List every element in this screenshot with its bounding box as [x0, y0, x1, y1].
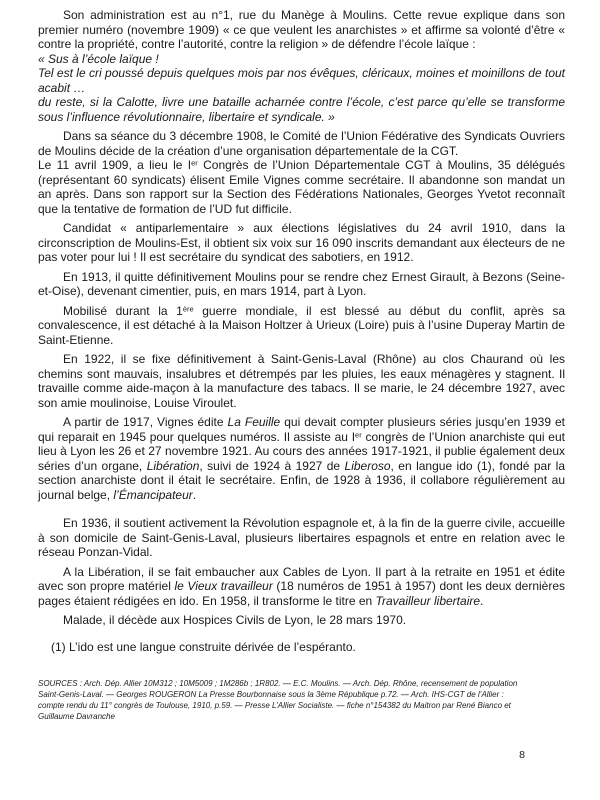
para-depart-1913: En 1913, il quitte définitivement Moulins pour se rendre chez Ernest Girault, à Bezons (Seine-et-Oise), devenant cimentier, puis, en mars 1914, part à Lyon.	[38, 269, 565, 298]
para-deces-1970: Malade, il décède aux Hospices Civils de Lyon, le 28 mars 1970.	[63, 613, 407, 627]
para-union-federative-1908: Dans sa séance du 3 décembre 1908, le Comité de l’Union Fédérative des Syndicats Ouvriers de Moulins décide de la création d’une organisation départementale de la CGT.	[38, 129, 565, 158]
para-revue-administration: Son administration est au n°1, rue du Manège à Moulins. Cette revue explique dans son premier numéro (novembre 1909) « ce que veulent les anarchistes » et affirme sa volonté d’être « contre la propriété, contre l’autorité, contre la religion » de défendre l’école laïque :	[38, 8, 565, 51]
para-candidat-1910: Candidat « antiparlementaire » aux élections législatives du 24 avril 1910, dans la circonscription de Moulins-Est, il obtient six voix sur 16 090 inscrits demandant aux électeurs de ne pas voter pour lui ! Il est secrétaire du syndicat des sabotiers, en 1912.	[38, 221, 565, 264]
para-mobilise-guerre: Mobilisé durant la 1ère guerre mondiale, il est blessé au début du conflit, après sa convalescence, il est détaché à la Maison Holtzer à Urieux (Loire) puis à l’usine Duperay Martin de Saint-Etienne.	[38, 303, 565, 347]
sources-note: SOURCES : Arch. Dép. Allier 10M312 ; 10M5009 ; 1M286b ; 1R802. — E.C. Moulins. — Arch. Dép. Rhône, recensement de population Saint-Genis-Laval. — Georges ROUGERON La Presse Bourbonnaise sous la 3ème République p.72. — Arch. IHS-CGT de l’Allier : compte rendu du 11° congrès de Toulouse, 1910, p.59. — Presse L’Allier Socialiste. — fiche n°154382 du Maitron par René Bianco et Guillaume Davranche	[38, 679, 518, 721]
quote-line-1: « Sus à l’école laïque !	[38, 51, 159, 66]
quote-line-3: du reste, si la Calotte, livre une bataille acharnée contre l’école, c’est parce qu’elle se transforme sous l’influence révolutionnaire, libertaire et syndicale. »	[38, 95, 565, 124]
para-la-feuille-1917: A partir de 1917, Vignes édite La Feuille qui devait compter plusieurs séries jusqu’en 1939 et qui reparait en 1945 pour quelques numéros. Il assiste au Ier congrès de l’Union anarchiste qui eut lieu à Lyon les 26 et 27 novembre 1921. Au cours des années 1917-1921, il publie également deux séries d’un organe, Libération, suivi de 1924 à 1927 de Liberoso, en langue ido (1), fondé par la section anarchiste dont il était le secrétaire. Enfin, de 1928 à 1936, il collabore régulièrement au journal belge, l’Émancipateur.	[38, 415, 566, 502]
para-revolution-espagnole-1936: En 1936, il soutient activement la Révolution espagnole et, à la fin de la guerre civile, accueille à son domicile de Saint-Genis-Laval, plusieurs libertaires espagnols et entre en relation avec le réseau Ponzan-Vidal.	[38, 516, 565, 559]
para-saint-genis-1922: En 1922, il se fixe définitivement à Saint-Genis-Laval (Rhône) au clos Chaurand où les chemins sont mauvais, insalubres et détrempés par les pluies, les eaux ménagères y stagnent. Il travaille comme aide-maçon à la manufacture des tabacs. Il se marie, le 24 décembre 1927, avec son amie moulinoise, Louise Viroulet.	[38, 352, 565, 410]
footnote-ido: (1) L’ido est une langue construite dérivée de l’espéranto.	[51, 639, 356, 654]
para-liberation-retraite: A la Libération, il se fait embaucher aux Cables de Lyon. Il part à la retraite en 1951 et édite avec son propre matériel le Vieux travailleur (18 numéros de 1951 à 1957) dont les deux dernières pages étaient rédigées en ido. En 1958, il transforme le titre en Travailleur libertaire.	[38, 564, 565, 608]
page-number: 8	[519, 749, 525, 761]
quote-line-2: Tel est le cri poussé depuis quelques mois par nos évêques, cléricaux, moines et moinillons de tout acabit …	[38, 66, 565, 95]
para-congres-1909: Le 11 avril 1909, a lieu le Ier Congrès de l’Union Départementale CGT à Moulins, 35 délégués (représentant 60 syndicats) élisent Emile Vignes comme secrétaire. Il abandonne son mandat un an après. Dans son rapport sur la Section des Fédérations Nationales, Georges Yvetot reconnaît que la tentative de formation de l’UD fut difficile.	[38, 158, 565, 216]
